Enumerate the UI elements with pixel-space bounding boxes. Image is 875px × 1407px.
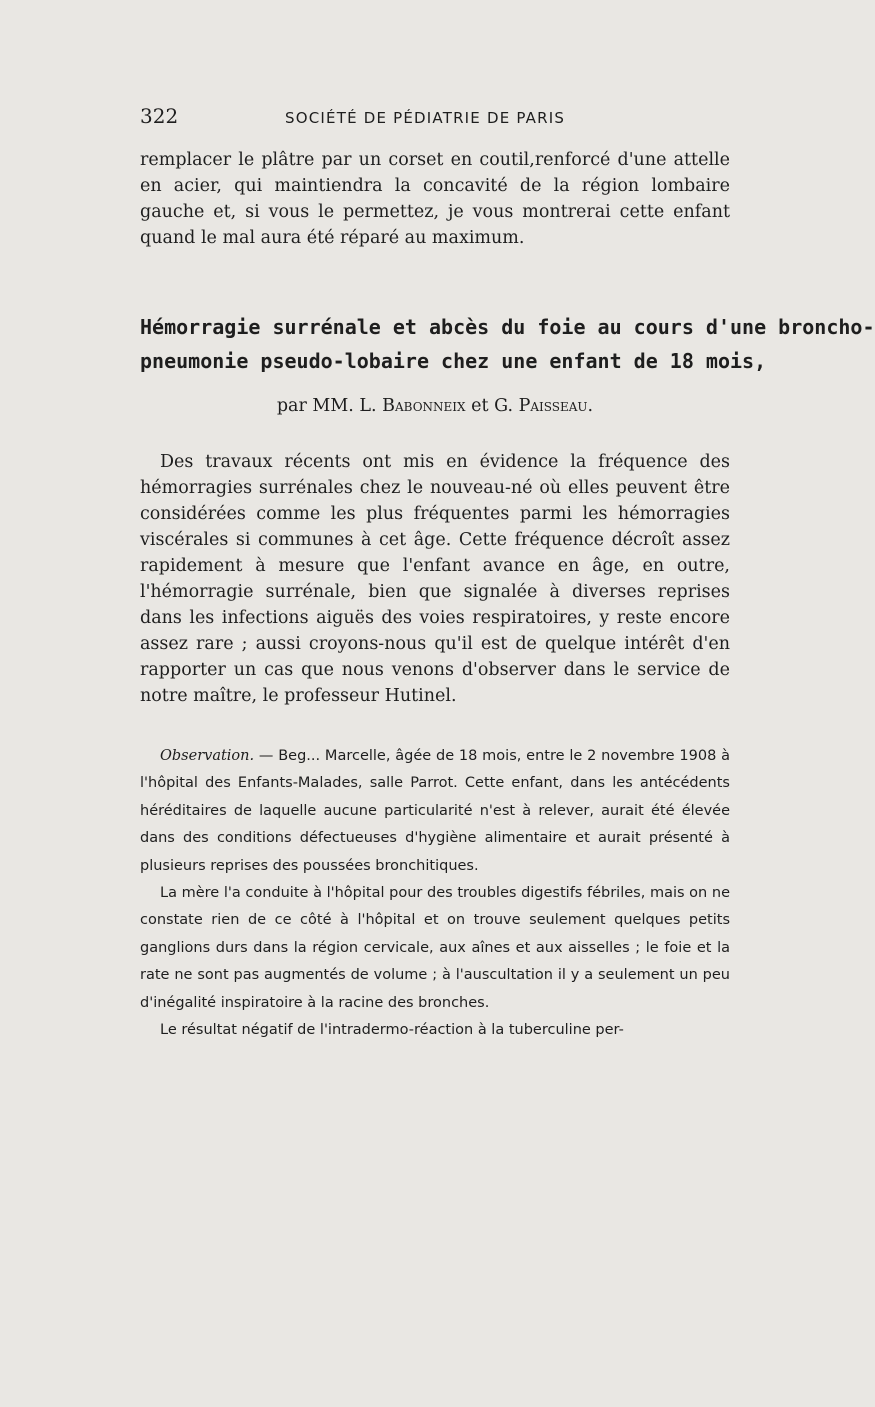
article-title-line-2: pneumonie pseudo-lobaire chez une enfant de 18 mois, xyxy=(140,349,767,373)
running-title: SOCIÉTÉ DE PÉDIATRIE DE PARIS xyxy=(285,109,566,127)
article-byline xyxy=(140,396,730,416)
observation-text-1: — Beg... Marcelle, âgée de 18 mois, entre le 2 novembre 1908 à l'hôpital des Enfants-Malades, salle Parrot. Cette enfant, dans les antécédents héréditaires de laquelle aucune particularité n'est à relever, aurait été élevée dans des conditions défectueuses d'hygiène alimentaire et aurait présenté à plusieurs reprises des poussées bronchitiques. xyxy=(140,748,730,874)
observation-paragraph-1 xyxy=(140,743,730,880)
byline-prefix: par MM. L. xyxy=(276,396,383,416)
author-babonneix: Babonneix xyxy=(382,396,466,416)
author-paisseau: Paisseau xyxy=(518,396,588,416)
byline-suffix: . xyxy=(587,396,594,416)
intro-paragraph: remplacer le plâtre par un corset en coutil,renforcé d'une attelle en acier, qui maintiendra la concavité de la région lombaire gauche et, si vous le permettez, je vous montrerai cette enfant quand le mal aura été réparé au maximum. xyxy=(140,150,730,248)
observation-paragraph-3: Le résultat négatif de l'intradermo-réaction à la tuberculine per- xyxy=(160,1022,624,1039)
body-paragraph-block xyxy=(140,449,730,709)
page-header xyxy=(140,104,730,134)
observation-section xyxy=(140,743,730,1044)
intro-paragraph-block xyxy=(140,147,730,251)
article-title-line-1: Hémorragie surrénale et abcès du foie au cours d'une broncho- xyxy=(140,315,875,339)
observation-paragraph-2: La mère l'a conduite à l'hôpital pour des troubles digestifs fébriles, mais on ne constate rien de ce côté à l'hôpital et on trouve seulement quelques petits ganglions durs dans la région cervicale, aux aînes et aux aisselles ; le foie et la rate ne sont pas augmentés de volume ; à l'auscultation il y a seulement un peu d'inégalité inspiratoire à la racine des bronches. xyxy=(140,885,730,1011)
article-title xyxy=(140,310,875,378)
page-number: 322 xyxy=(140,104,179,128)
body-paragraph: Des travaux récents ont mis en évidence la fréquence des hémorragies surrénales chez le nouveau-né où elles peuvent être considérées comme les plus fréquentes parmi les hémorragies viscérales si communes à cet âge. Cette fréquence décroît assez rapidement à mesure que l'enfant avance en âge, en outre, l'hémorragie surrénale, bien que signalée à diverses reprises dans les infections aiguës des voies respiratoires, y reste encore assez rare ; aussi croyons-nous qu'il est de quelque intérêt d'en rapporter un cas que nous venons d'observer dans le service de notre maître, le professeur Hutinel. xyxy=(140,452,730,706)
byline-mid: et G. xyxy=(465,396,519,416)
observation-label: Observation. xyxy=(160,748,255,764)
